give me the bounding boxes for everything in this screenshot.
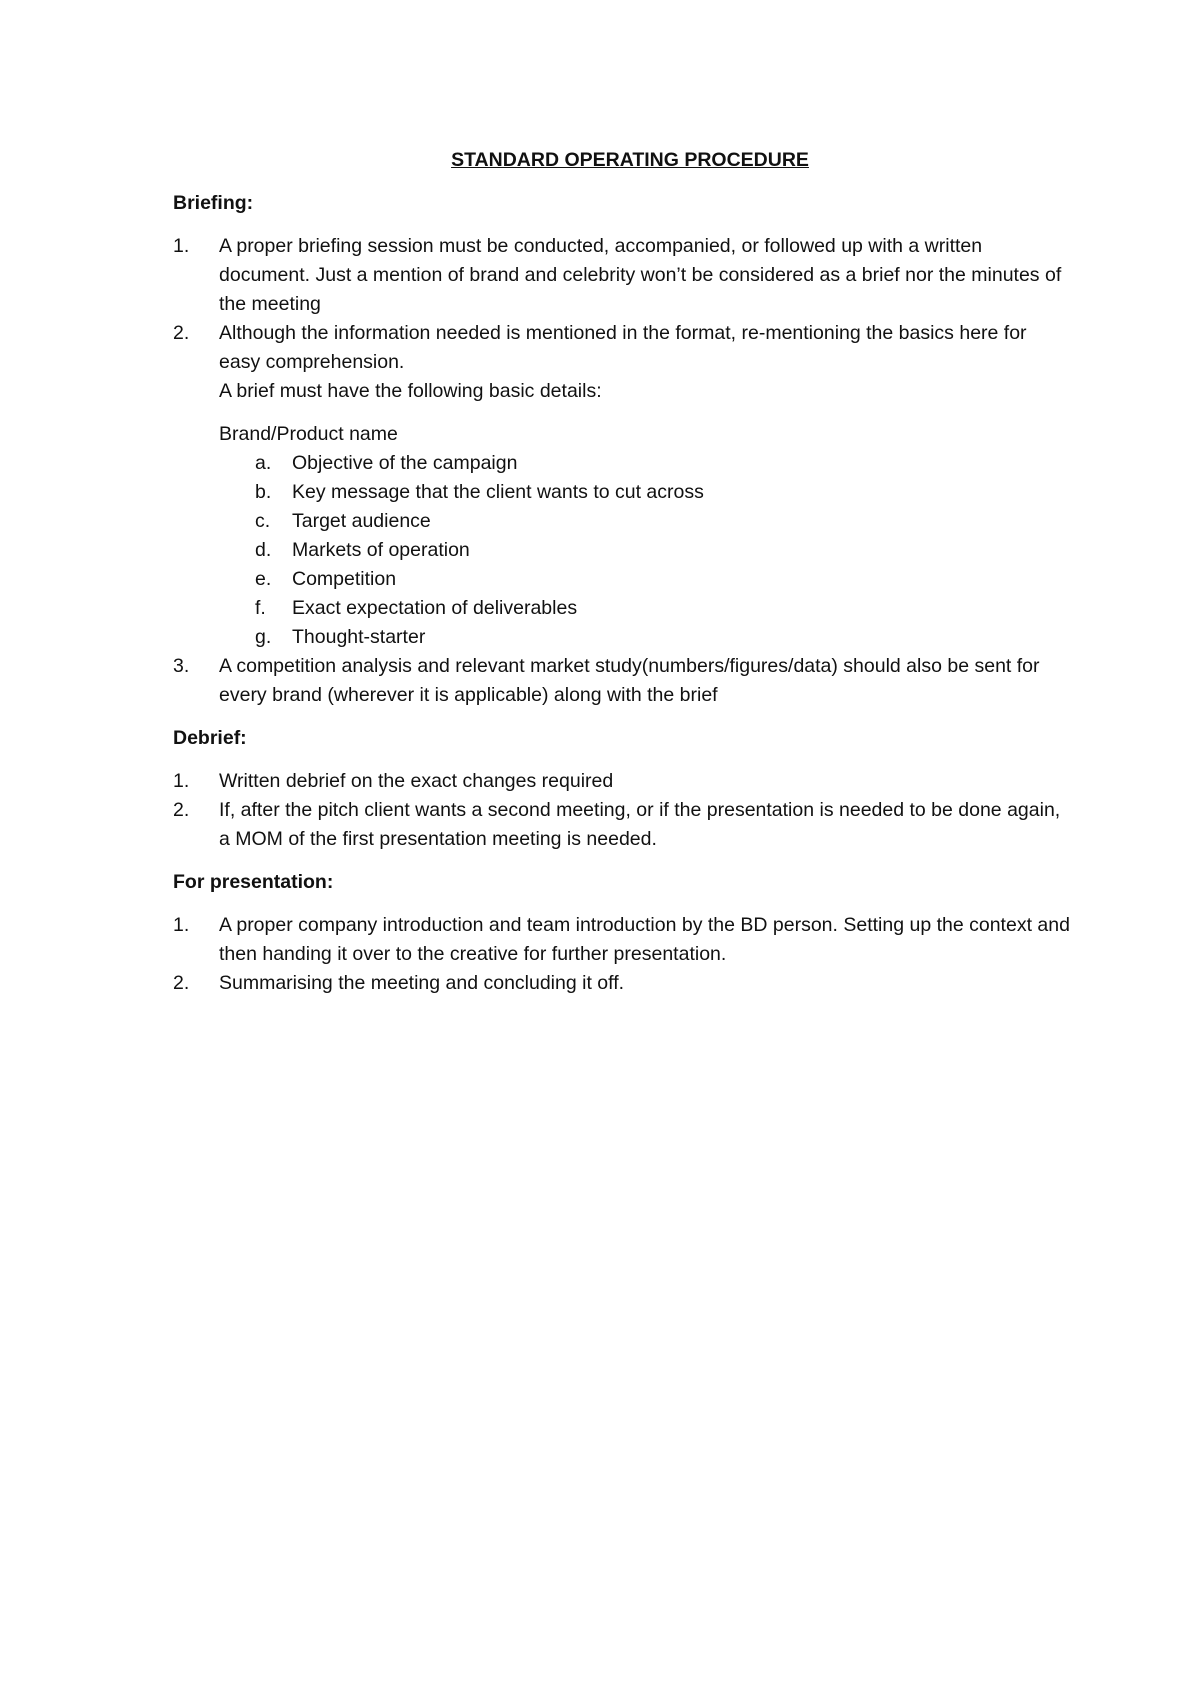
brief-details-intro: A brief must have the following basic details: (219, 380, 602, 402)
briefing-item-1 (173, 232, 1073, 319)
list-item-text: Markets of operation (292, 539, 470, 561)
presentation-item-2 (173, 969, 1073, 998)
briefing-item-3 (173, 652, 1073, 710)
list-number: 1. (173, 235, 190, 257)
list-item-text: Summarising the meeting and concluding it off. (219, 972, 625, 994)
list-item-text: A competition analysis and relevant market study(numbers/figures/data) should also be sent for every brand (wherever it is applicable) along with the brief (219, 655, 1040, 706)
brief-detail-item (255, 449, 1073, 478)
list-number: 2. (173, 972, 190, 994)
presentation-item-1 (173, 911, 1073, 969)
list-letter: f. (255, 597, 266, 619)
list-letter: g. (255, 626, 272, 648)
brief-detail-item (255, 594, 1073, 623)
list-number: 1. (173, 770, 190, 792)
list-letter: e. (255, 568, 272, 590)
debrief-heading: Debrief: (173, 727, 247, 749)
debrief-list (173, 767, 1073, 854)
brand-product-name: Brand/Product name (219, 423, 398, 445)
presentation-heading: For presentation: (173, 871, 334, 893)
brief-detail-item (255, 507, 1073, 536)
list-item-text: Written debrief on the exact changes required (219, 770, 614, 792)
list-item-text: Thought-starter (292, 626, 426, 648)
list-item-text: Competition (292, 568, 397, 590)
debrief-item-2 (173, 796, 1073, 854)
briefing-list (173, 232, 1073, 710)
list-item-text: Exact expectation of deliverables (292, 597, 578, 619)
list-letter: d. (255, 539, 272, 561)
document-content (173, 146, 1073, 1012)
briefing-item-2 (173, 319, 1073, 652)
document-title: STANDARD OPERATING PROCEDURE (451, 149, 809, 171)
list-item-text: Key message that the client wants to cut across (292, 481, 704, 503)
brief-detail-item (255, 478, 1073, 507)
list-letter: c. (255, 510, 271, 532)
list-item-text: Although the information needed is mentioned in the format, re-mentioning the basics here for easy comprehension. (219, 322, 1027, 373)
debrief-item-1 (173, 767, 1073, 796)
list-number: 3. (173, 655, 190, 677)
list-letter: a. (255, 452, 272, 474)
list-number: 2. (173, 322, 190, 344)
list-item-text: A proper briefing session must be conducted, accompanied, or followed up with a written document. Just a mention of brand and celebrity won’t be considered as a brief nor the minutes of the meeting (219, 235, 1062, 315)
brief-detail-item (255, 565, 1073, 594)
list-item-text: Target audience (292, 510, 431, 532)
brief-detail-item (255, 623, 1073, 652)
presentation-list (173, 911, 1073, 998)
list-item-text: A proper company introduction and team introduction by the BD person. Setting up the context and then handing it over to the creative for further presentation. (219, 914, 1070, 965)
list-number: 1. (173, 914, 190, 936)
list-letter: b. (255, 481, 272, 503)
brief-details-list (219, 449, 1073, 652)
list-item-text: Objective of the campaign (292, 452, 518, 474)
list-item-text: If, after the pitch client wants a second meeting, or if the presentation is needed to be done again, a MOM of the first presentation meeting is needed. (219, 799, 1061, 850)
briefing-heading: Briefing: (173, 192, 254, 214)
brief-detail-item (255, 536, 1073, 565)
list-number: 2. (173, 799, 190, 821)
